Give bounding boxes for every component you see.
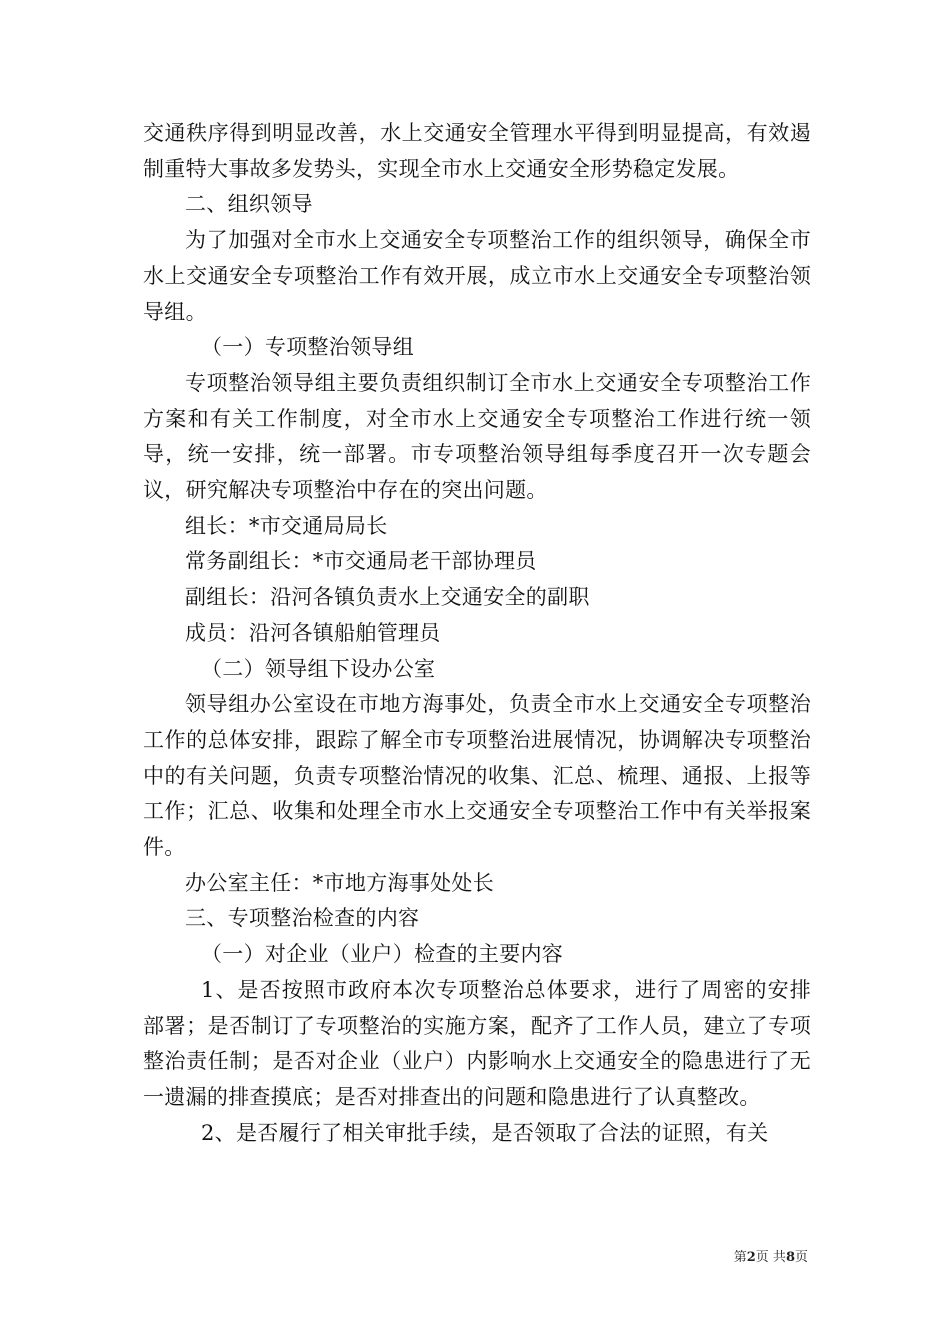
footer-prefix: 第 <box>733 1250 747 1265</box>
paragraph-executive-deputy: 常务副组长：*市交通局老干部协理员 <box>185 549 537 574</box>
document-body <box>143 116 811 1151</box>
paragraph-office-duty: 领导组办公室设在市地方海事处，负责全市水上交通安全专项整治工作的总体安排，跟踪了解全市专项整治进展情况，协调解决专项整治中的有关问题，负责专项整治情况的收集、汇总、梳理、通报、上报等工作；汇总、收集和处理全市水上交通安全专项整治工作中有关举报案件。 <box>143 692 811 860</box>
footer-suffix: 页 <box>794 1250 808 1265</box>
page-number-footer <box>734 1246 808 1265</box>
paragraph-group-leader: 组长：*市交通局局长 <box>185 513 388 538</box>
heading-leading-group: （一）专项整治领导组 <box>201 335 414 360</box>
total-pages-number: 8 <box>785 1250 795 1265</box>
heading-organization-leadership: 二、组织领导 <box>185 192 313 217</box>
paragraph-item-2: 2、是否履行了相关审批手续，是否领取了合法的证照，有关 <box>201 1120 769 1145</box>
heading-inspection-content: 三、专项整治检查的内容 <box>185 906 420 931</box>
heading-office: （二）领导组下设办公室 <box>201 656 436 681</box>
heading-enterprise-check: （一）对企业（业户）检查的主要内容 <box>201 942 564 967</box>
footer-middle: 页 共 <box>755 1250 786 1265</box>
paragraph-organization-intro: 为了加强对全市水上交通安全专项整治工作的组织领导，确保全市水上交通安全专项整治工作有效开展，成立市水上交通安全专项整治领导组。 <box>143 228 811 324</box>
paragraph-office-director: 办公室主任：*市地方海事处处长 <box>185 870 494 895</box>
paragraph-members: 成员：沿河各镇船舶管理员 <box>185 620 441 645</box>
paragraph-continuation: 交通秩序得到明显改善，水上交通安全管理水平得到明显提高，有效遏制重特大事故多发势头，实现全市水上交通安全形势稳定发展。 <box>143 121 811 181</box>
current-page-number: 2 <box>746 1250 756 1265</box>
paragraph-deputy-leader: 副组长：沿河各镇负责水上交通安全的副职 <box>185 585 590 610</box>
paragraph-leading-group-duty: 专项整治领导组主要负责组织制订全市水上交通安全专项整治工作方案和有关工作制度，对全市水上交通安全专项整治工作进行统一领导，统一安排，统一部署。市专项整治领导组每季度召开一次专题会议，研究解决专项整治中存在的突出问题。 <box>143 370 811 503</box>
paragraph-item-1: 1、是否按照市政府本次专项整治总体要求，进行了周密的安排部署；是否制订了专项整治的实施方案，配齐了工作人员，建立了专项整治责任制；是否对企业（业户）内影响水上交通安全的隐患进行了无一遗漏的排查摸底；是否对排查出的问题和隐患进行了认真整改。 <box>143 977 811 1109</box>
